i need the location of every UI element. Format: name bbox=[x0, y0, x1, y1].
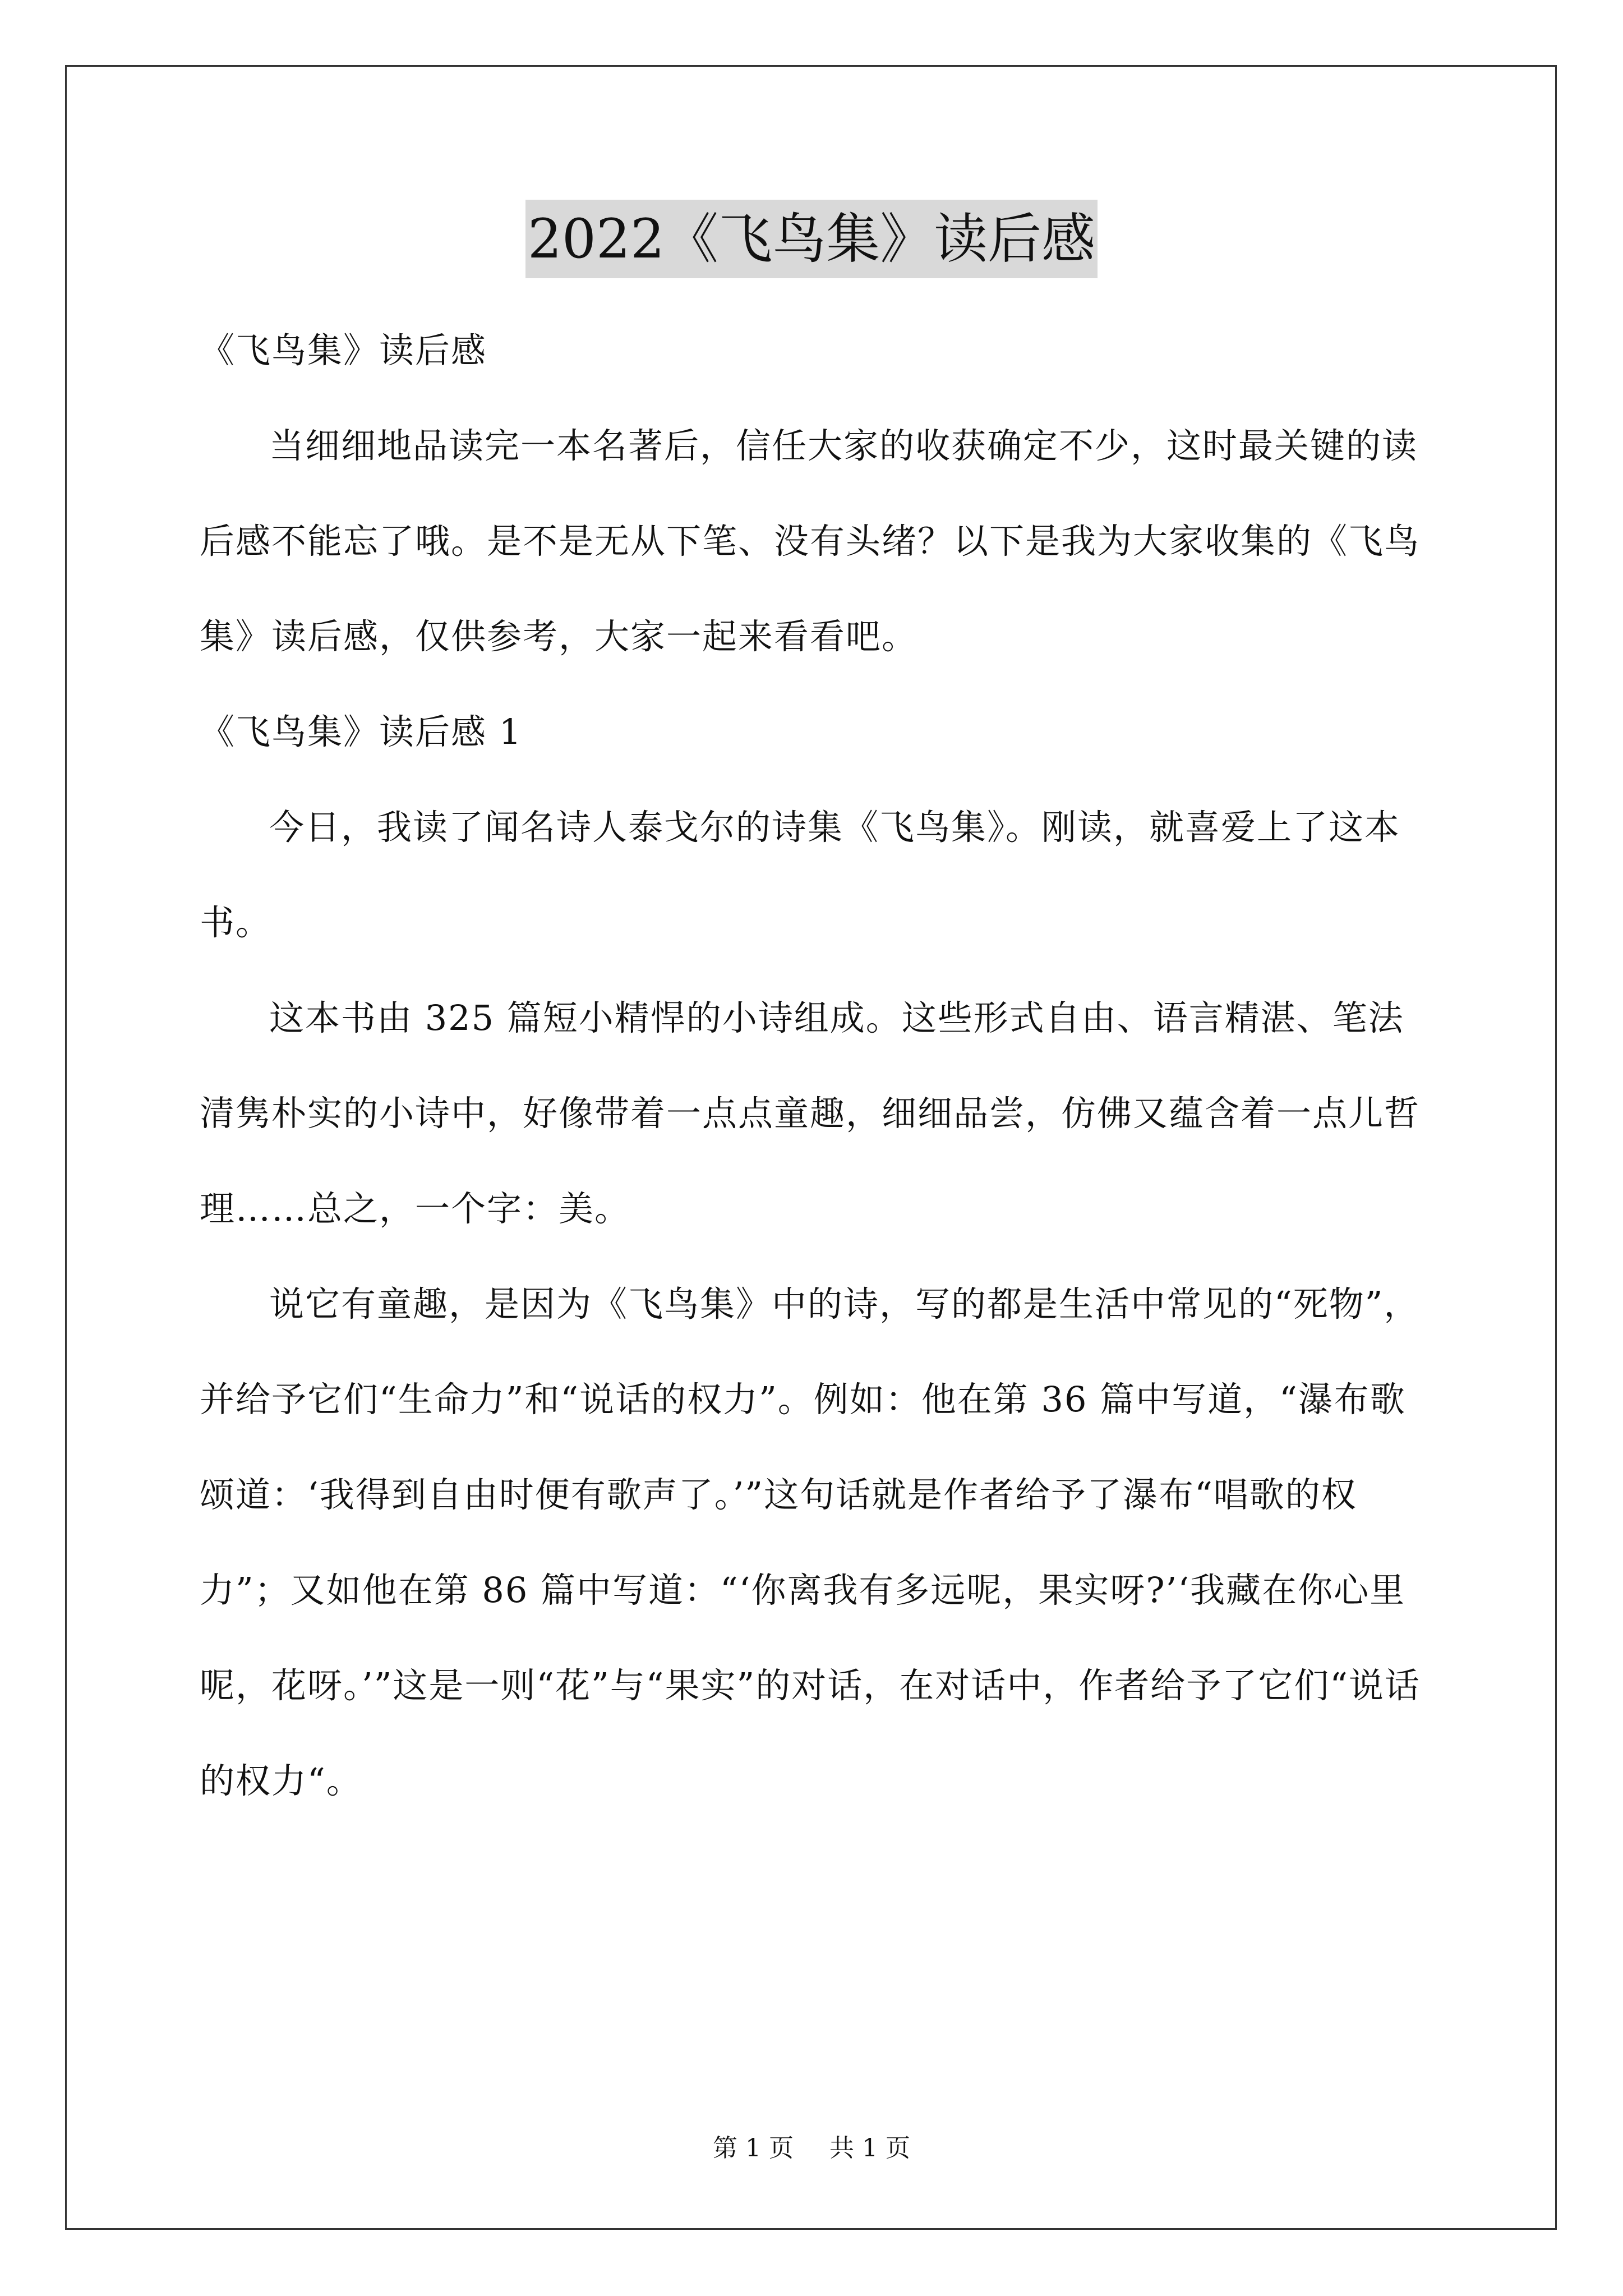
page-footer bbox=[0, 2132, 1623, 2165]
section-heading: 《飞鸟集》读后感 bbox=[200, 330, 487, 371]
title-container bbox=[0, 200, 1623, 278]
document-title: 2022《飞鸟集》读后感 bbox=[525, 200, 1098, 278]
paragraph: 今日，我读了闻名诗人泰戈尔的诗集《飞鸟集》。刚读，就喜爱上了这本书。 bbox=[200, 807, 1401, 943]
section-heading: 《飞鸟集》读后感 1 bbox=[200, 711, 523, 752]
page-total: 共 1 页 bbox=[829, 2134, 910, 2162]
page-number: 第 1 页 bbox=[713, 2134, 794, 2162]
paragraph: 说它有童趣，是因为《飞鸟集》中的诗，写的都是生活中常见的“死物”，并给予它们“生命力”和“说话的权力”。例如：他在第 36 篇中写道，“瀑布歌颂道：‘我得到自由时便有歌声了。’”这句话就是作者给予了瀑布“唱歌的权力”；又如他在第 86 篇中写道：“‘你离我有多远呢，果实呀?’‘我藏在你心里呢，花呀。’”这是一则“花”与“果实”的对话，在对话中，作者给予了它们“说话的权力“。 bbox=[200, 1283, 1421, 1801]
document-body bbox=[200, 303, 1433, 1829]
paragraph: 这本书由 325 篇短小精悍的小诗组成。这些形式自由、语言精湛、笔法清隽朴实的小诗中，好像带着一点点童趣，细细品尝，仿佛又蕴含着一点儿哲理……总之，一个字：美。 bbox=[200, 997, 1421, 1229]
paragraph: 当细细地品读完一本名著后，信任大家的收获确定不少，这时最关键的读后感不能忘了哦。是不是无从下笔、没有头绪？以下是我为大家收集的《飞鸟集》读后感，仅供参考，大家一起来看看吧。 bbox=[200, 425, 1421, 657]
